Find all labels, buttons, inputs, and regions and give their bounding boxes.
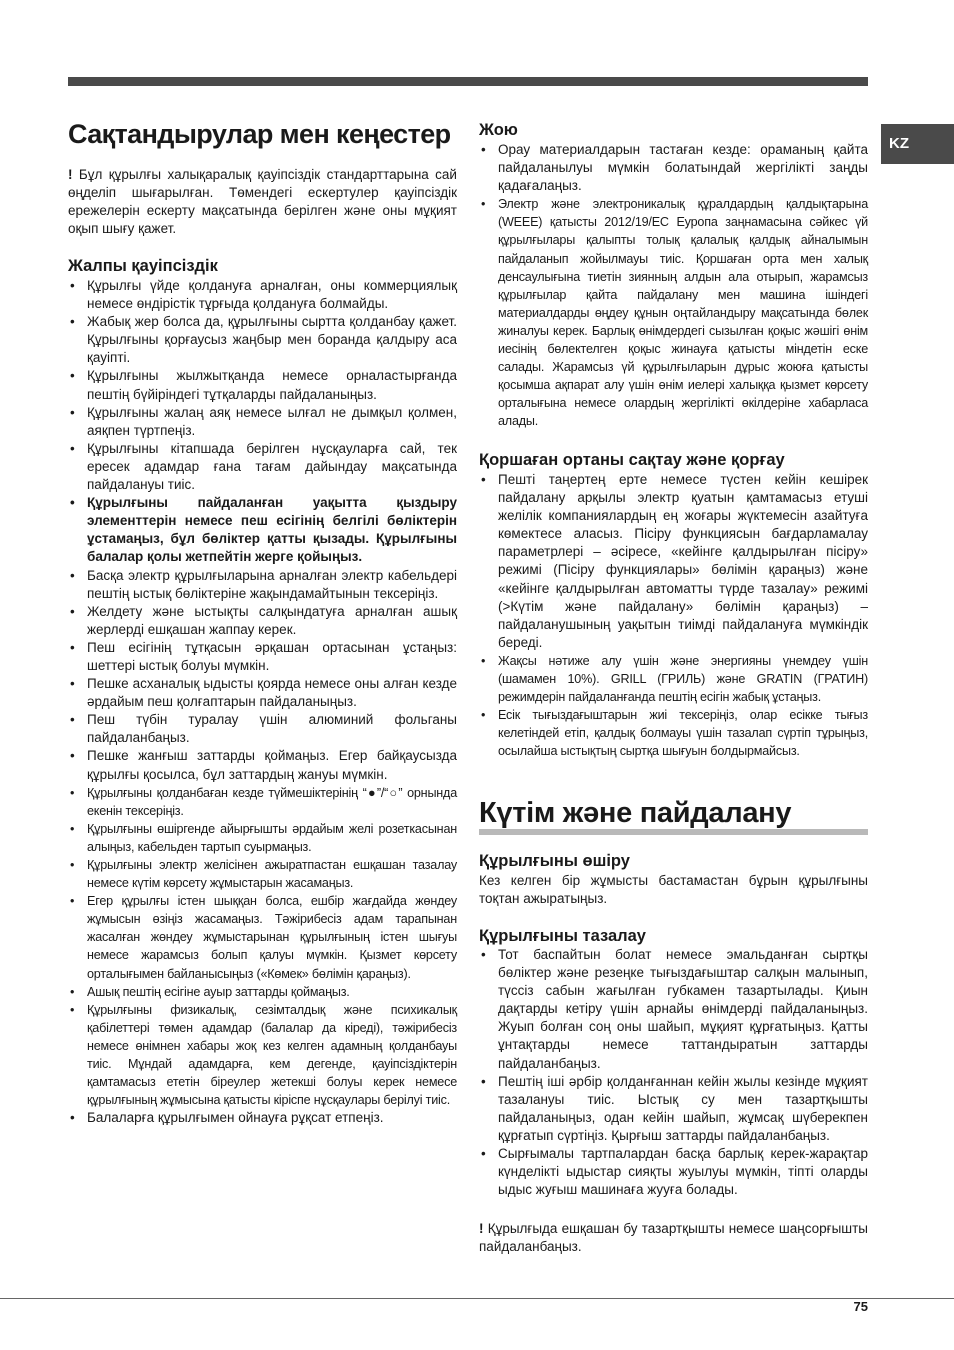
bottom-rule — [0, 1298, 954, 1299]
list-item: • Құрылғыны жалаң аяқ немесе ылғал не дымқыл қолмен, аяқпен түртпеңіз. — [68, 404, 457, 440]
disposal-list — [479, 141, 868, 431]
list-item: • Пешке асханалық ыдысты қоярда немесе оны алған кезде әрдайым пеш қолғаптарын пайдаланыңыз. — [68, 675, 457, 711]
list-item: • Құрылғыны қолданбаған кезде түймешіктерінің “●”/“○” орнында екенін тексеріңіз. — [68, 784, 457, 820]
cleaning-heading: Құрылғыны тазалау — [479, 927, 646, 945]
list-item: • Құрылғыны жылжытқанда немесе орналастырғанда пештің бүйіріндегі тұтқаларды пайдаланыңыз. — [68, 367, 457, 403]
list-item: • Құрылғы үйде қолдануға арналған, оны коммерциялық немесе өндірістік тұрғыда қолдануға болмайды. — [68, 277, 457, 313]
general-safety-list — [68, 277, 457, 1127]
list-item: • Сырғымалы тартпалардан басқа барлық керек-жарақтар күнделікті ыдыстар сияқты жуылуы мүмкін, тіпті оларды ыдыс жуғыш машинаға жууға болады. — [479, 1145, 868, 1199]
list-item: • Пеш есігінің тұтқасын әрқашан ортасынан ұстаңыз: шеттері ыстық болуы мүмкін. — [68, 639, 457, 675]
language-tab: KZ — [881, 124, 954, 164]
intro-text: Бұл құрылғы халықаралық қауіпсіздік стандарттарына сай өңделіп шығарылған. Төмендегі ескертулер қауіпсіздік ережелерін ескерту мақсатында берілген және оны мұқият оқып шығу қажет. — [68, 167, 457, 237]
list-item: • Орау материалдарын тастаған кезде: ораманың қайта пайдаланылуы мүмкін болатындай жергілікті заңды қадағалаңыз. — [479, 141, 868, 195]
list-item: • Пешке жанғыш заттарды қоймаңыз. Егер байқаусызда құрылғы қосылса, бұл заттардың жануы мүмкін. — [68, 747, 457, 783]
cleaning-warning-text: Құрылғыда ешқашан бу тазартқышты немесе шаңсорғышты пайдаланбаңыз. — [479, 1221, 868, 1255]
cleaning-list — [479, 946, 868, 1199]
list-item: • Құрылғыны физикалық, сезімталдық және психикалық қабілеттері төмен адамдар (балалар да кіреді), тәжірибесіз немесе өнімнен хабары жоқ кез келген адамның қолданбауы тиіс. Мұндай адамдарға, кем дегенде, қауіпсіздіктерін қамтамасыз ететін біреулер жетекші болуы керек немесе құрылғының жұмысына қатысты кіріспе нұсқаулары берілуі тиіс. — [68, 1001, 457, 1110]
list-item: • Ашық пештің есігіне ауыр заттарды қоймаңыз. — [68, 983, 457, 1001]
list-item: • Электр және электроникалық құралдардың қалдықтарына (WEEE) қатысты 2012/19/EC Еуропа заңнамасына сәйкес үй құрылғылары қалыпты толық қалалық қалдық айналымын пайдаланып жойылмауы тиіс. Қоршаған орта мен халық денсаулығына тиетін зиянның алдын ала отырып, жарамсыз құрылғылар қайта пайдалану мен машина ішіндегі материалдарды өңдеу құнын оңтайландыру мақсатында бөлек жиналуы керек. Барлық өнімдердегі сызылған қоқыс жәшігі өнім иесінің бөлектелген қоқыс жинауға қатысты міндетін еске салады. Жарамсыз үй құрылғыларын дұрыс жоюға қатысты қосымша ақпарат алу үшін өнім иелері халыққа қызмет көрсету орталығына немесе олардың жергілікті өкілдеріне хабарласа алады. — [479, 195, 868, 430]
list-item: • Құрылғыны өшіргенде айырғышты әрдайым желі розеткасынан алыңыз, кабельден тартып суырмаңыз. — [68, 820, 457, 856]
list-item: • Пешті таңертең ерте немесе түстен кейін кешірек пайдалану арқылы электр қуатын қамтамасыз етуші желілік компаниялардың ең жоғары жүктемесін азайтуға көмектесе аласыз. Пісіру функциясын бағдарламалау параметрлері – әсіресе, «кейінге қалдырылған пісіру» режимі (Пісіру функциялары» бөлімін қараңыз) және «кейінге қалдырылған автоматты түрде тазалау» режимі (>Күтім және пайдалану» бөлімін қараңыз) – пайдаланушының уақытын тиімді пайдалануға мүмкіндік береді. — [479, 471, 868, 652]
environment-list — [479, 471, 868, 761]
list-item: • Егер құрылғы істен шыққан болса, ешбір жағдайда жөндеу жұмысын өзіңіз жасамаңыз. Тәжірибесіз адам тарапынан жасалған жөндеу жұмыстарынан құрылғының істен шығуы немесе жарамсыз болып қалуы мүмкін. Қызмет көрсету орталығымен байланысыңыз («Көмек» бөлімін қараңыз). — [68, 892, 457, 982]
list-item: • Жабық жер болса да, құрылғыны сыртта қолданбау қажет. Құрылғыны қорғаусыз жаңбыр мен боранда қалдыру аса қауіпті. — [68, 313, 457, 367]
care-section-title — [479, 797, 868, 835]
list-item: • Құрылғыны пайдаланған уақытта қыздыру элементтерін немесе пеш есігінің белгілі бөліктерін ұстамаңыз, бұл бөліктер қатты қызады. Құрылғыны балалар қолы жетпейтін жерге қойыңыз. — [68, 494, 457, 566]
general-safety-heading: Жалпы қауіпсіздік — [68, 257, 218, 275]
switch-off-paragraph — [479, 872, 868, 908]
environment-heading: Қоршаған ортаны сақтау және қорғау — [479, 451, 785, 469]
list-item: • Желдету және ыстықты салқындатуға арналған ашық жерлерді ешқашан жаппау керек. — [68, 603, 457, 639]
disposal-heading: Жою — [479, 121, 518, 139]
switch-off-text: Кез келген бір жұмысты бастамастан бұрын құрылғыны тоқтан ажыратыңыз. — [479, 873, 868, 907]
switch-off-heading: Құрылғыны өшіру — [479, 852, 630, 870]
list-item: • Басқа электр құрылғыларына арналған электр кабельдері пештің ыстық бөліктеріне жақындамайтынын тексеріңіз. — [68, 567, 457, 603]
list-item: • Құрылғыны кітапшада берілген нұсқауларға сай, тек ересек адамдар ғана тағам дайындау мақсатында пайдалануы тиіс. — [68, 440, 457, 494]
page-title: Сақтандырулар мен кеңестер — [68, 119, 451, 149]
list-item: • Балаларға құрылғымен ойнауға рұқсат етпеңіз. — [68, 1109, 457, 1127]
list-item: • Тот баспайтын болат немесе эмальданған сыртқы бөліктер және резеңке тығыздағыштар салқын малынып, түссіз сабын жағылған губкамен тазартылады. Қиын дақтарды кетіру үшін арнайы өнімдерді пайдаланыңыз. Жуып болған соң оны шайып, мұқият құрғатыңыз. Қатты ұнтақтарды немесе таттандыратын заттарды пайдаланбаңыз. — [479, 946, 868, 1073]
list-item: • Жақсы нәтиже алу үшін және энергияны үнемдеу үшін (шамамен 10%). GRILL (ГРИЛЬ) және GRATIN (ГРАТИН) режимдерін пайдаланғанда пештің есігін жабық ұстаңыз. — [479, 652, 868, 706]
care-title-text: Күтім және пайдалану — [479, 797, 792, 829]
warning-icon: ! — [479, 1221, 484, 1236]
list-item: • Есік тығыздағыштарын жиі тексеріңіз, олар есікке тығыз келетіндей етіп, қалдық болмауы үшін тазалап сүртіп тұрыңыз, осылайша ыстықтың сыртқа шығуын болдырмайсыз. — [479, 706, 868, 760]
list-item: • Пеш түбін туралау үшін алюминий фольганы пайдаланбаңыз. — [68, 711, 457, 747]
cleaning-warning — [479, 1220, 868, 1256]
top-rule — [68, 77, 868, 86]
page-number: 75 — [853, 1299, 868, 1314]
warning-icon: ! — [68, 167, 73, 182]
intro-paragraph — [68, 166, 457, 238]
list-item: • Пештің іші әрбір қолданғаннан кейін жылы кезінде мұқият тазалануы тиіс. Ыстық су мен тазартқышты пайдаланыңыз, одан кейін шайып, жұмсақ шүберекпен құрғатып сүртіңіз. Қырғыш заттарды пайдаланбаңыз. — [479, 1073, 868, 1145]
list-item: • Құрылғыны электр желісінен ажыратпастан ешқашан тазалау немесе күтім көрсету жұмыстарын жасамаңыз. — [68, 856, 457, 892]
